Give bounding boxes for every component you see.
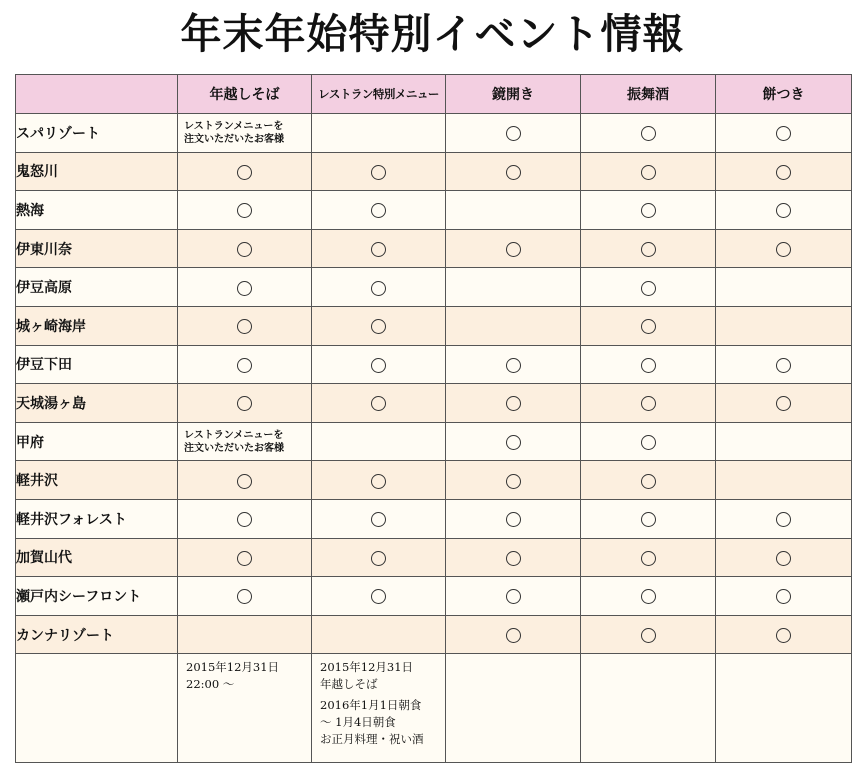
event-cell [716,384,852,423]
venue-name: 瀬戸内シーフロント [16,577,178,616]
event-cell [581,538,716,577]
venue-name: 甲府 [16,422,178,461]
available-circle-icon [776,396,791,411]
col-header-furumaizake: 振舞酒 [581,75,716,114]
available-circle-icon [506,551,521,566]
available-circle-icon [641,203,656,218]
available-circle-icon [506,628,521,643]
table-row [16,114,852,153]
event-cell [446,191,581,230]
available-circle-icon [776,165,791,180]
available-circle-icon [371,242,386,257]
available-circle-icon [776,551,791,566]
schedule-note: 2015年12月31日 年越しそば [320,660,414,692]
available-circle-icon [237,551,252,566]
available-circle-icon [371,165,386,180]
event-cell [581,384,716,423]
note-cell [178,654,312,763]
event-cell [178,114,312,153]
table-row [16,499,852,538]
col-header-mochitsuki: 餅つき [716,75,852,114]
available-circle-icon [237,203,252,218]
event-cell [178,306,312,345]
event-cell [716,229,852,268]
event-cell [312,191,446,230]
event-cell [716,461,852,500]
available-circle-icon [641,319,656,334]
event-cell [446,461,581,500]
event-cell [312,461,446,500]
available-circle-icon [237,358,252,373]
available-circle-icon [641,474,656,489]
available-circle-icon [506,512,521,527]
available-circle-icon [237,474,252,489]
notes-row [16,654,852,763]
event-cell [446,268,581,307]
note-cell [16,654,178,763]
available-circle-icon [506,474,521,489]
available-circle-icon [776,203,791,218]
event-cell [446,345,581,384]
event-cell [581,268,716,307]
available-circle-icon [506,358,521,373]
event-cell [178,461,312,500]
event-cell [446,615,581,654]
note-cell [312,654,446,763]
event-cell [312,384,446,423]
restaurant-note: レストランメニューを 注文いただいたお客様 [184,120,284,145]
event-cell [581,422,716,461]
venue-name: 伊東川奈 [16,229,178,268]
event-cell [312,229,446,268]
available-circle-icon [641,242,656,257]
event-cell [716,499,852,538]
event-cell [716,152,852,191]
table-row [16,152,852,191]
available-circle-icon [237,165,252,180]
table-row [16,615,852,654]
event-cell [581,577,716,616]
event-cell [446,577,581,616]
available-circle-icon [237,589,252,604]
header-row [16,75,852,114]
venue-name: 軽井沢 [16,461,178,500]
venue-name: 軽井沢フォレスト [16,499,178,538]
page-title: 年末年始特別イベント情報 [180,10,685,58]
venue-name: 熱海 [16,191,178,230]
venue-name: 伊豆高原 [16,268,178,307]
available-circle-icon [506,242,521,257]
event-cell [716,114,852,153]
event-cell [716,191,852,230]
event-table [15,74,852,763]
event-cell [178,499,312,538]
event-cell [178,152,312,191]
available-circle-icon [641,396,656,411]
available-circle-icon [237,512,252,527]
event-cell [581,152,716,191]
event-cell [312,577,446,616]
event-cell [312,499,446,538]
event-cell [446,229,581,268]
event-cell [716,538,852,577]
note-cell [446,654,581,763]
available-circle-icon [776,242,791,257]
available-circle-icon [776,126,791,141]
event-cell [581,191,716,230]
available-circle-icon [506,589,521,604]
event-cell [716,306,852,345]
venue-name: スパリゾート [16,114,178,153]
available-circle-icon [641,435,656,450]
event-cell [716,615,852,654]
event-cell [446,152,581,191]
available-circle-icon [506,396,521,411]
available-circle-icon [776,628,791,643]
available-circle-icon [641,628,656,643]
available-circle-icon [371,589,386,604]
table-row [16,345,852,384]
event-cell [178,422,312,461]
available-circle-icon [371,358,386,373]
event-cell [178,538,312,577]
available-circle-icon [371,203,386,218]
available-circle-icon [371,512,386,527]
table-row [16,384,852,423]
event-cell [446,422,581,461]
available-circle-icon [237,242,252,257]
event-cell [178,615,312,654]
event-cell [178,268,312,307]
available-circle-icon [641,551,656,566]
event-cell [446,306,581,345]
event-cell [312,306,446,345]
event-cell [581,306,716,345]
table-row [16,229,852,268]
schedule-note: 2016年1月1日朝食 ～ 1月4日朝食 お正月料理・祝い酒 [320,698,424,747]
venue-name: カンナリゾート [16,615,178,654]
event-cell [312,615,446,654]
event-cell [446,114,581,153]
event-cell [178,345,312,384]
col-header-toshikoshi-soba: 年越しそば [178,75,312,114]
event-cell [581,499,716,538]
event-cell [446,538,581,577]
available-circle-icon [237,319,252,334]
table-row [16,422,852,461]
available-circle-icon [641,165,656,180]
event-cell [446,384,581,423]
available-circle-icon [641,281,656,296]
available-circle-icon [506,435,521,450]
event-cell [716,577,852,616]
event-cell [581,229,716,268]
available-circle-icon [371,474,386,489]
available-circle-icon [641,512,656,527]
col-header-restaurant-menu: レストラン特別メニュー [312,75,446,114]
venue-name: 鬼怒川 [16,152,178,191]
venue-name: 加賀山代 [16,538,178,577]
note-cell [581,654,716,763]
venue-name: 天城湯ヶ島 [16,384,178,423]
event-cell [312,114,446,153]
event-cell [581,114,716,153]
available-circle-icon [371,319,386,334]
col-header-kagamibiraki: 鏡開き [446,75,581,114]
available-circle-icon [237,281,252,296]
event-cell [178,384,312,423]
table-row [16,191,852,230]
table-row [16,577,852,616]
available-circle-icon [237,396,252,411]
available-circle-icon [506,126,521,141]
event-cell [581,615,716,654]
venue-name: 城ヶ崎海岸 [16,306,178,345]
table-row [16,538,852,577]
event-cell [178,229,312,268]
event-cell [581,345,716,384]
schedule-note: 2015年12月31日 22:00 ～ [186,660,280,692]
table-row [16,461,852,500]
available-circle-icon [776,358,791,373]
available-circle-icon [776,512,791,527]
available-circle-icon [641,126,656,141]
note-cell [716,654,852,763]
header-corner [16,75,178,114]
event-cell [312,422,446,461]
available-circle-icon [371,396,386,411]
event-cell [178,191,312,230]
event-cell [581,461,716,500]
venue-name: 伊豆下田 [16,345,178,384]
event-cell [312,538,446,577]
event-cell [312,152,446,191]
available-circle-icon [776,589,791,604]
event-cell [716,345,852,384]
event-cell [312,345,446,384]
available-circle-icon [641,358,656,373]
table-row [16,306,852,345]
available-circle-icon [371,281,386,296]
event-cell [446,499,581,538]
table-row [16,268,852,307]
restaurant-note: レストランメニューを 注文いただいたお客様 [184,429,284,454]
event-cell [178,577,312,616]
event-cell [716,422,852,461]
available-circle-icon [371,551,386,566]
available-circle-icon [641,589,656,604]
event-cell [716,268,852,307]
event-cell [312,268,446,307]
available-circle-icon [506,165,521,180]
